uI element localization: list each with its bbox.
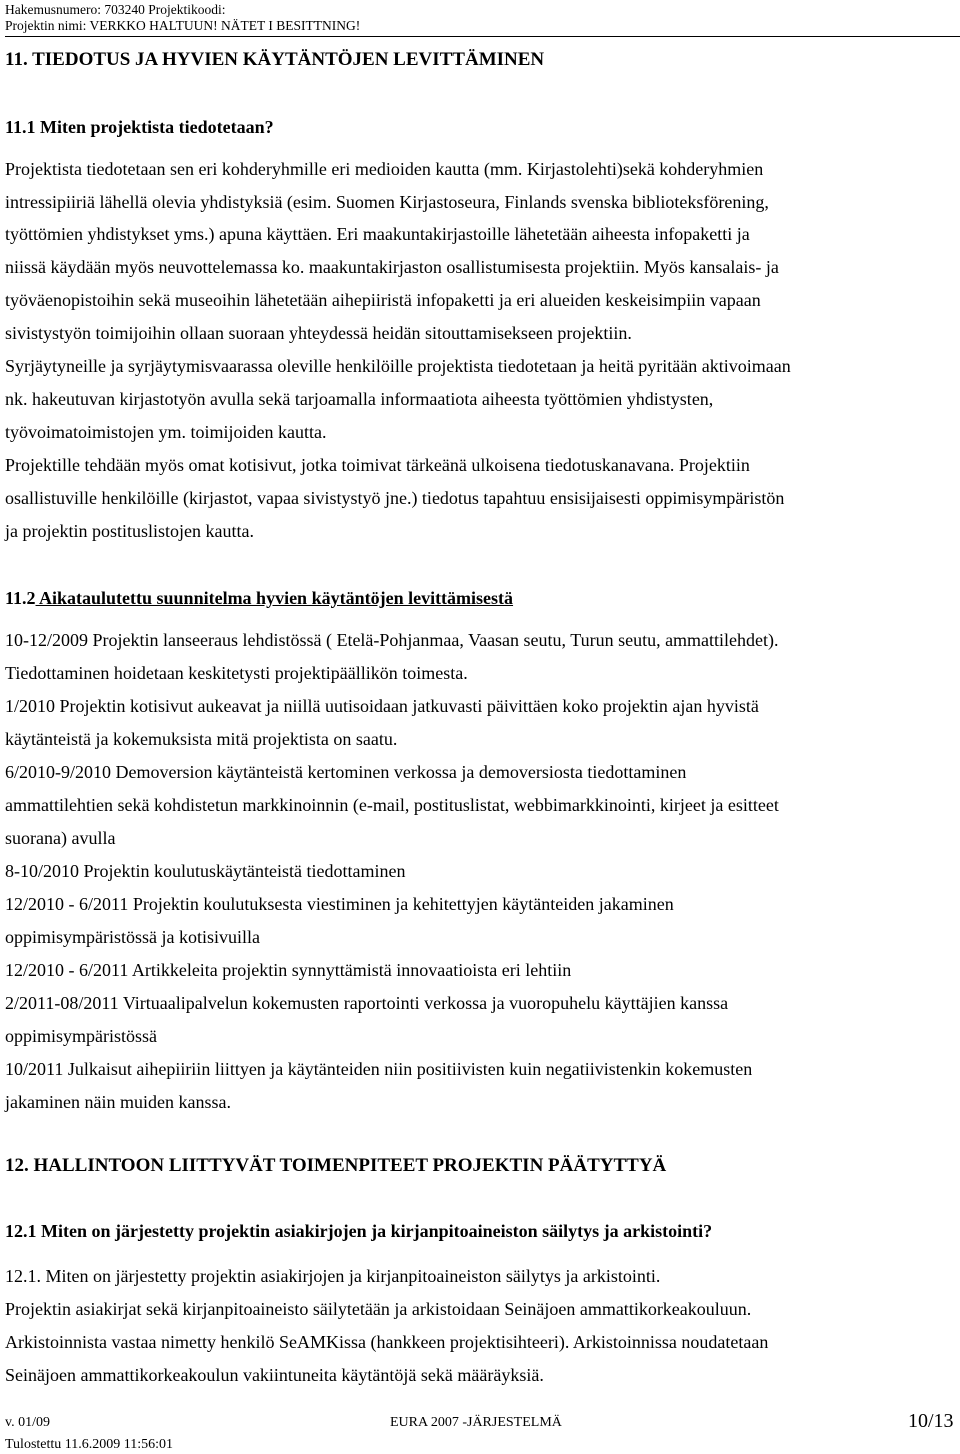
paragraph-line: Seinäjoen ammattikorkeakoulun vakiintuneita käytäntöjä sekä määräyksiä. — [5, 1365, 544, 1385]
paragraph-line: osallistuville henkilöille (kirjastot, vapaa sivistystyö jne.) tiedotus tapahtuu ensisijaisesti oppimisympäristön — [5, 488, 785, 508]
schedule-line: 8-10/2010 Projektin koulutuskäytänteistä tiedottaminen — [5, 861, 406, 881]
schedule-line: 2/2011-08/2011 Virtuaalipalvelun kokemusten raportointi verkossa ja vuoropuhelu käyttäjien kanssa — [5, 993, 729, 1013]
section-11-2-title — [5, 586, 513, 610]
header-divider — [5, 36, 960, 37]
schedule-line: Tiedottaminen hoidetaan keskitetysti projektipäällikön toimesta. — [5, 663, 468, 683]
paragraph-line: ja projektin postituslistojen kautta. — [5, 521, 254, 541]
paragraph-line: niissä käydään myös neuvottelemassa ko. maakuntakirjaston osallistumisesta projektiin. Myös kansalais- ja — [5, 257, 779, 277]
paragraph-line: Projektille tehdään myös omat kotisivut, jotka toimivat tärkeänä ulkoisena tiedotuskanavana. Projektiin — [5, 455, 750, 475]
schedule-line: jakaminen näin muiden kanssa. — [5, 1092, 231, 1112]
paragraph-line: Arkistoinnista vastaa nimetty henkilö SeAMKissa (hankkeen projektisihteeri). Arkistoinnissa noudatetaan — [5, 1332, 769, 1352]
paragraph-line: työttömien yhdistykset yms.) apuna käyttäen. Eri maakuntakirjastoille lähetetään aiheesta infopaketti ja — [5, 224, 750, 244]
paragraph-line: nk. hakeutuvan kirjastotyön avulla sekä tarjoamalla informaatiota aiheesta työttömien yhdistysten, — [5, 389, 714, 409]
schedule-line: suorana) avulla — [5, 828, 116, 848]
schedule-line: ammattilehtien sekä kohdistetun markkinoinnin (e-mail, postituslistat, webbimarkkinointi, kirjeet ja esitteet — [5, 795, 779, 815]
section-11-1-title: 11.1 Miten projektista tiedotetaan? — [5, 117, 274, 137]
footer-system: EURA 2007 -JÄRJESTELMÄ — [390, 1415, 562, 1430]
footer-page-number: 10/13 — [908, 1410, 954, 1432]
schedule-line: 12/2010 - 6/2011 Artikkeleita projektin synnyttämistä innovaatioista eri lehtiin — [5, 960, 572, 980]
footer-printed-timestamp: Tulostettu 11.6.2009 11:56:01 — [5, 1437, 174, 1452]
schedule-line: oppimisympäristössä ja kotisivuilla — [5, 927, 260, 947]
schedule-line: 6/2010-9/2010 Demoversion käytänteistä kertominen verkossa ja demoversiosta tiedottaminen — [5, 762, 687, 782]
paragraph-line: intressipiiriä lähellä olevia yhdistyksiä (esim. Suomen Kirjastoseura, Finlands svenska biblioteksförening, — [5, 192, 769, 212]
schedule-line: käytänteistä ja kokemuksista mitä projektista on saatu. — [5, 729, 398, 749]
paragraph-line: työväenopistoihin sekä museoihin lähetetään aihepiiristä infopaketti ja eri alueiden keskeisimpiin vapaan — [5, 290, 761, 310]
paragraph-line: Projektista tiedotetaan sen eri kohderyhmille eri medioiden kautta (mm. Kirjastolehti)sekä kohderyhmien — [5, 159, 764, 179]
schedule-line: 10-12/2009 Projektin lanseeraus lehdistössä ( Etelä-Pohjanmaa, Vaasan seutu, Turun seutu, ammattilehdet). — [5, 630, 779, 650]
header-application-number: Hakemusnumero: 703240 Projektikoodi: — [5, 2, 226, 17]
paragraph-line: Syrjäytyneille ja syrjäytymisvaarassa oleville henkilöille projektista tiedotetaan ja heitä pyritään aktivoimaan — [5, 356, 791, 376]
schedule-line: 10/2011 Julkaisut aihepiiriin liittyen ja käytänteiden niin positiivisten kuin negatiivistenkin kokemusten — [5, 1059, 753, 1079]
section-11-2-heading: Aikataulutettu suunnitelma hyvien käytäntöjen levittämisestä — [35, 588, 514, 608]
footer-version: v. 01/09 — [5, 1415, 50, 1430]
section-11-2-number: 11.2 — [5, 588, 36, 608]
paragraph-line: 12.1. Miten on järjestetty projektin asiakirjojen ja kirjanpitoaineiston säilytys ja arkistointi. — [5, 1266, 661, 1286]
paragraph-line: Projektin asiakirjat sekä kirjanpitoaineisto säilytetään ja arkistoidaan Seinäjoen ammattikorkeakouluun. — [5, 1299, 752, 1319]
paragraph-line: työvoimatoimistojen ym. toimijoiden kautta. — [5, 422, 327, 442]
section-12-1-title: 12.1 Miten on järjestetty projektin asiakirjojen ja kirjanpitoaineiston säilytys ja arkistointi? — [5, 1221, 713, 1241]
section-11-title: 11. TIEDOTUS JA HYVIEN KÄYTÄNTÖJEN LEVITTÄMINEN — [5, 49, 545, 70]
section-12-title: 12. HALLINTOON LIITTYVÄT TOIMENPITEET PROJEKTIN PÄÄTYTTYÄ — [5, 1155, 667, 1176]
schedule-line: oppimisympäristössä — [5, 1026, 157, 1046]
schedule-line: 12/2010 - 6/2011 Projektin koulutuksesta viestiminen ja kehitettyjen käytänteiden jakaminen — [5, 894, 674, 914]
schedule-line: 1/2010 Projektin kotisivut aukeavat ja niillä uutisoidaan jatkuvasti päivittäen koko projektin ajan hyvistä — [5, 696, 759, 716]
paragraph-line: sivistystyön toimijoihin ollaan suoraan yhteydessä heidän sitouttamisekseen projektiin. — [5, 323, 632, 343]
header-project-name: Projektin nimi: VERKKO HALTUUN! NÄTET I BESITTNING! — [5, 18, 361, 33]
